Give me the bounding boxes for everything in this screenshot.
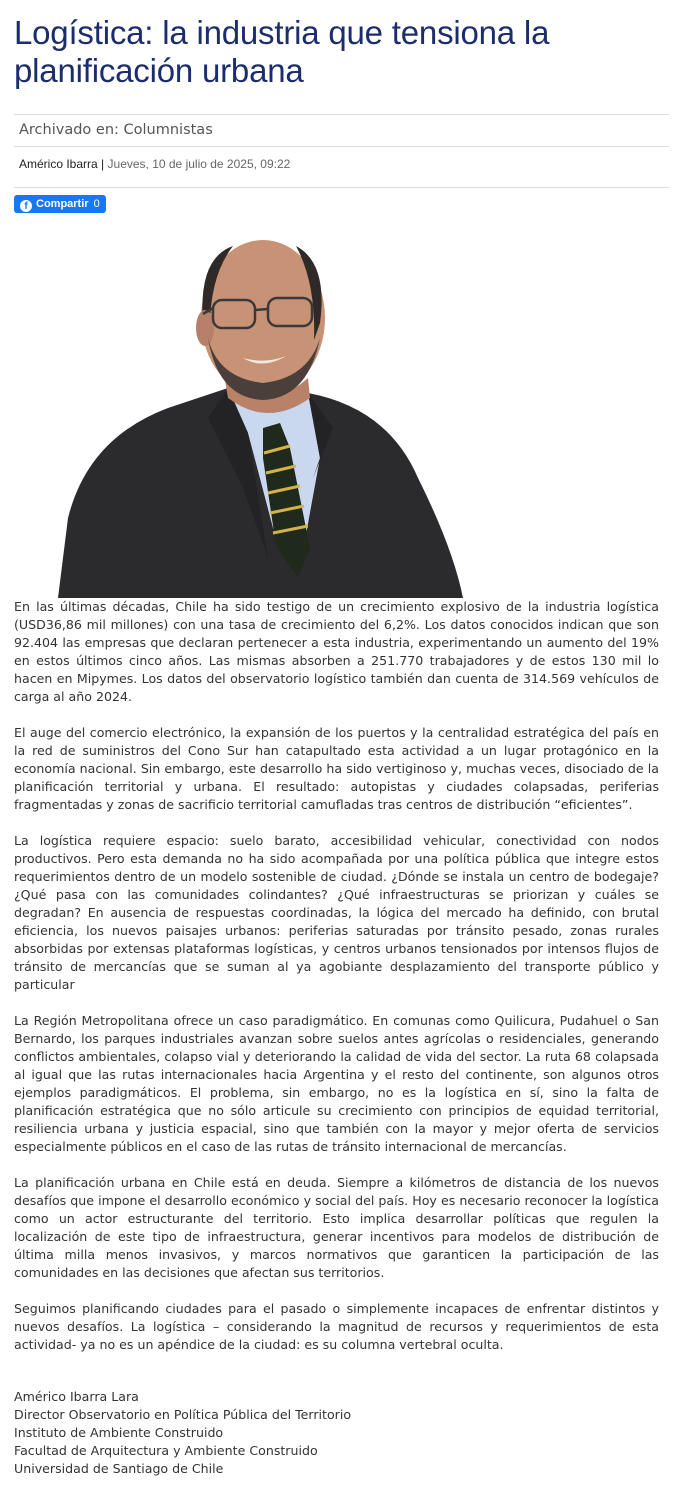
article-header	[14, 0, 669, 213]
share-count: 0	[93, 198, 100, 210]
paragraph: La Región Metropolitana ofrece un caso paradigmático. En comunas como Quilicura, Pudahuel o San Bernardo, los parques industriales avanzan sobre suelos antes agrícolas o residenciales, generando conflictos ambientales, colapso vial y deteriorando la calidad de vida del sector. La ruta 68 colapsada al igual que las rutas internacionales hacia Argentina y el resto del continente, son algunos otros ejemplos paradigmáticos. El problema, sin embargo, no es la logística en sí, sino la falta de planificación estratégica que no sólo articule su crecimiento con principios de equidad territorial, resiliencia urbana y justicia espacial, sino que también con la mayor y mejor oferta de servicios especialmente públicos en el caso de las rutas de tránsito internacional de mercancías.	[14, 1013, 659, 1154]
publish-date: Jueves, 10 de julio de 2025, 09:22	[107, 157, 291, 171]
paragraph: Seguimos planificando ciudades para el pasado o simplemente incapaces de enfrentar distintos y nuevos desafíos. La logística – considerando la magnitud de recursos y requerimientos de esta actividad- ya no es un apéndice de la ciudad: es su columna vertebral oculta.	[14, 1301, 659, 1352]
paragraph: En las últimas décadas, Chile ha sido testigo de un crecimiento explosivo de la industria logística (USD36,86 mil millones) con una tasa de crecimiento del 6,2%. Los datos conocidos indican que son 92.404 las empresas que declaran pertenecer a esta industria, experimentando un aumento del 19% en estos últimos cinco años. Las mismas absorben a 251.770 trabajadores y de estos 130 mil lo hacen en Mipymes. Los datos del observatorio logístico también dan cuenta de 314.569 vehículos de carga al año 2024.	[14, 599, 659, 704]
paragraph: La planificación urbana en Chile está en deuda. Siempre a kilómetros de distancia de los nuevos desafíos que impone el desarrollo económico y social del país. Hoy es necesario reconocer la logística como un actor estructurante del territorio. Esto implica desarrollar políticas que regulen la localización de este tipo de infraestructura, generar incentivos para modelos de distribución de última milla menos invasivos, y marcos normativos que garanticen la participación de las comunidades en las decisiones que afectan sus territorios.	[14, 1175, 659, 1280]
author-photo	[58, 228, 470, 598]
divider	[14, 187, 669, 188]
signature-line: Facultad de Arquitectura y Ambiente Construido	[14, 1443, 318, 1458]
article-title: Logística: la industria que tensiona la planificación urbana	[14, 14, 550, 89]
byline-separator: |	[101, 157, 105, 171]
share-label: Compartir	[36, 198, 89, 210]
archive-category[interactable]: Archivado en: Columnistas	[14, 114, 669, 147]
byline	[14, 154, 669, 174]
signature-line: Director Observatorio en Política Pública del Territorio	[14, 1407, 352, 1422]
facebook-icon: f	[20, 200, 32, 212]
facebook-share-button[interactable]	[14, 195, 106, 213]
author-signature	[14, 1388, 659, 1478]
signature-line: Universidad de Santiago de Chile	[14, 1461, 224, 1476]
signature-line: Américo Ibarra Lara	[14, 1389, 139, 1404]
author-name[interactable]: Américo Ibarra	[19, 157, 98, 171]
paragraph: El auge del comercio electrónico, la expansión de los puertos y la centralidad estratégica del país en la red de suministros del Cono Sur han catapultado esta actividad a un lugar protagónico en la economía nacional. Sin embargo, este desarrollo ha sido vertiginoso y, muchas veces, disociado de la planificación territorial y urbana. El resultado: autopistas y ciudades colapsadas, periferias fragmentadas y zonas de sacrificio territorial camufladas tras centros de distribución “eficientes”.	[14, 725, 659, 812]
article-body	[14, 598, 659, 1478]
paragraph: La logística requiere espacio: suelo barato, accesibilidad vehicular, conectividad con nodos productivos. Pero esta demanda no ha sido acompañada por una política pública que integre estos requerimientos dentro de un modelo sostenible de ciudad. ¿Dónde se instala un centro de bodegaje? ¿Qué pasa con las comunidades colindantes? ¿Qué infraestructuras se priorizan y cuáles se degradan? En ausencia de respuestas coordinadas, la lógica del mercado ha definido, con brutal eficiencia, los nuevos paisajes urbanos: periferias saturadas por tránsito pesado, zonas rurales absorbidas por extensas plataformas logísticas, y centros urbanos tensionados por intensos flujos de tránsito de mercancías que se suman al ya agobiante desplazamiento del transporte público y particular	[14, 833, 659, 992]
signature-line: Instituto de Ambiente Construido	[14, 1425, 224, 1440]
